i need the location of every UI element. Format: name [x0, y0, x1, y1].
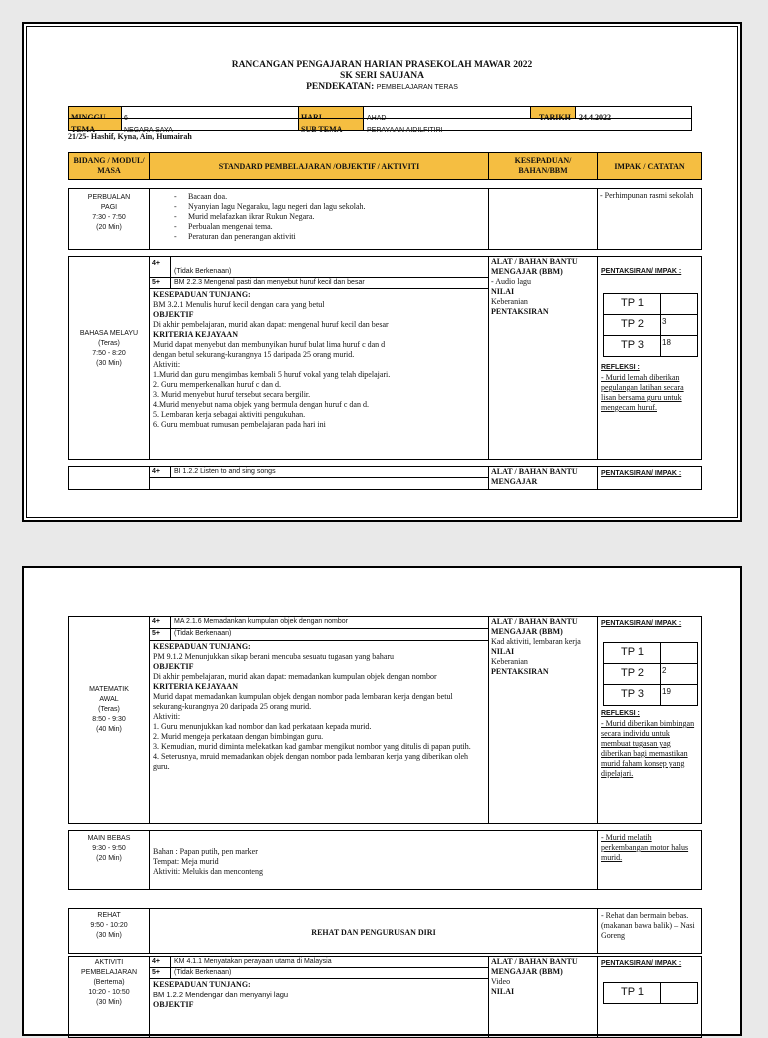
tarikh-label: TARIKH — [530, 106, 576, 119]
tema-value: NEGARA SAYA — [121, 118, 299, 131]
hari-value: AHAD — [363, 106, 531, 119]
bi-level-4-text: BI 1.2.2 Listen to and sing songs — [170, 466, 489, 478]
bm-tp3: TP 3 — [603, 335, 661, 357]
perbualan-module: PERBUALAN PAGI 7:30 - 7:50 (20 Min) — [68, 188, 150, 250]
col-standard: STANDARD PEMBELAJARAN /OBJEKTIF / AKTIVITI — [149, 152, 489, 180]
aktiviti-tp1: TP 1 — [603, 982, 661, 1004]
mate-details: KESEPADUAN TUNJANG: PM 9.1.2 Menunjukkan sikap berani mencuba sesuatu tugasan yang baharu OBJEKTIF Di akhir pembelajaran, murid akan dapat: memadankan kumpulan objek dengan nombor KRITERIA KEJAYAAN Murid dapat memadankan kumpulan objek dengan nombor pada lembaran kerja dengan betul sekurang-kurangnya 20 daripada 25 orang murid. Aktiviti: 1. Guru menunjukkan kad nombor dan kad perkataan kepada murid. 2. Murid mengeja perkataan dengan bimbingan guru. 3. Kemudian, murid diminta melekatkan kad gambar mengikut nombor yang ditulis di papan putih. 4. Seterusnya, mruid memadankan objek dengan nombor pada lembaran kerja yang diberikan oleh guru. — [149, 640, 489, 824]
subtema-label: SUB TEMA — [298, 118, 364, 131]
mate-level-4: 4+ — [149, 616, 171, 629]
mate-tp3: TP 3 — [603, 684, 661, 706]
col-kesepaduan: KESEPADUAN/ BAHAN/BBM — [488, 152, 598, 180]
rehat-impak: - Rehat dan bermain bebas. (makanan bawa balik) – Nasi Goreng — [597, 908, 702, 954]
mate-refleksi-label: REFLEKSI : — [601, 710, 640, 717]
bm-tp1: TP 1 — [603, 293, 661, 315]
bm-level-5: 5+ — [149, 277, 171, 289]
tema-label: TEMA — [68, 118, 122, 131]
subtema-value: PERAYAAN AIDILFITIRI — [363, 118, 692, 131]
perbualan-impak: - Perhimpunan rasmi sekolah — [597, 188, 702, 250]
col-bidang: BIDANG / MODUL/ MASA — [68, 152, 150, 180]
pendekatan-line: PENDEKATAN: PEMBELAJARAN TERAS — [306, 82, 458, 92]
minggu-value: 6 — [121, 106, 299, 119]
aktiviti-level-5-text: (Tidak Berkenaan) — [170, 967, 489, 979]
mate-tp1: TP 1 — [603, 642, 661, 664]
bm-level-5-text: BM 2.2.3 Mengenal pasti dan menyebut huruf kecil dan besar — [170, 277, 489, 289]
bm-tp2: TP 2 — [603, 314, 661, 336]
bm-details: KESEPADUAN TUNJANG: BM 3.2.1 Menulis huruf kecil dengan cara yang betul OBJEKTIF Di akhir pembelajaran, murid akan dapat: mengenal huruf kecil dan besar KRITERIA KEJAYAAN Murid dapat menyebut dan membunyikan huruf bulat lima huruf c dan d dengan betul sekurang-kurangnya 15 daripada 25 orang murid. Aktiviti: 1.Murid dan guru mengimbas kembali 5 huruf vokal yang telah dipelajari. 2. Guru memperkenalkan huruf c dan d. 3. Murid menyebut huruf tersebut secara bergilir. 4.Murid menyebut nama objek yang bermula dengan huruf c dan d. 5. Lembaran kerja sebagai aktiviti pengukuhan. 6. Guru membuat rumusan pembelajaran pada hari ini — [149, 288, 489, 460]
school-name: SK SERI SAUJANA — [340, 71, 424, 81]
mate-module: MATEMATIK AWAL (Teras) 8:50 - 9:30 (40 Min) — [68, 616, 150, 824]
bi-impak: PENTAKSIRAN/ IMPAK : — [597, 466, 702, 490]
bm-tp2-value: 3 — [660, 314, 698, 336]
aktiviti-level-5: 5+ — [149, 967, 171, 979]
aktiviti-module: AKTIVITI PEMBELAJARAN (Bertema) 10:20 - 10:50 (30 Min) — [68, 956, 150, 1038]
document-page-2 — [22, 566, 742, 1036]
mate-tp2: TP 2 — [603, 663, 661, 685]
mate-level-5: 5+ — [149, 628, 171, 641]
mate-kesepaduan: ALAT / BAHAN BANTU MENGAJAR (BBM) Kad aktiviti, lembaran kerja NILAI Keberanian PENTAKSIRAN — [488, 616, 598, 824]
document-title: RANCANGAN PENGAJARAN HARIAN PRASEKOLAH MAWAR 2022 — [231, 60, 533, 70]
aktiviti-kesepaduan: ALAT / BAHAN BANTU MENGAJAR (BBM) Video NILAI — [488, 956, 598, 1038]
perbualan-kesepaduan — [488, 188, 598, 250]
bi-kesepaduan: ALAT / BAHAN BANTU MENGAJAR — [488, 466, 598, 490]
bm-level-4-text: (Tidak Berkenaan) — [170, 256, 489, 278]
mate-impak: PENTAKSIRAN/ IMPAK : TP 1 TP 2 2 TP 3 19 REFLEKSI : - Murid diberikan bimbingan secara individu untuk membuat tugasan yag diberikan bagi memastikan murid faham konsep yang dipelajari. — [597, 616, 702, 824]
bm-tp3-value: 18 — [660, 335, 698, 357]
bi-module — [68, 466, 150, 490]
bm-impak: PENTAKSIRAN/ IMPAK : TP 1 TP 2 3 TP 3 18 REFLEKSI : - Murid lemah diberikan pegulangan latihan secara lisan bersama guru untuk mengecam huruf. — [597, 256, 702, 460]
bi-level-4: 4+ — [149, 466, 171, 478]
main-bebas-details: Bahan : Papan putih, pen marker Tempat: Meja murid Aktiviti: Melukis dan menconteng — [149, 830, 598, 890]
main-bebas-module: MAIN BEBAS 9:30 - 9:50 (20 Min) — [68, 830, 150, 890]
bm-level-4: 4+ — [149, 256, 171, 278]
bm-kesepaduan: ALAT / BAHAN BANTU MENGAJAR (BBM) - Audio lagu NILAI Keberanian PENTAKSIRAN — [488, 256, 598, 460]
rehat-details: REHAT DAN PENGURUSAN DIRI — [149, 908, 598, 954]
attendance-line: 21/25- Hashif, Kyna, Ain, Humairah — [68, 132, 192, 141]
tarikh-value: 24.4.2022 — [575, 106, 692, 119]
aktiviti-details: KESEPADUAN TUNJANG: BM 1.2.2 Mendengar dan menyanyi lagu OBJEKTIF — [149, 978, 489, 1038]
mate-tp3-value: 19 — [660, 684, 698, 706]
perbualan-activities — [149, 188, 489, 250]
document-page-1 — [22, 22, 742, 522]
rehat-module: REHAT 9:50 - 10:20 (30 Min) — [68, 908, 150, 954]
mate-refleksi-text: - Murid diberikan bimbingan secara individu untuk membuat tugasan yag diberikan bagi memastikan murid faham konsep yang dipelajari. — [601, 719, 695, 778]
bm-refleksi-text: - Murid lemah diberikan pegulangan latihan secara lisan bersama guru untuk mengecam huruf. — [601, 373, 684, 412]
mate-tp1-value — [660, 642, 698, 664]
aktiviti-impak: PENTAKSIRAN/ IMPAK : TP 1 — [597, 956, 702, 1038]
bm-module: BAHASA MELAYU (Teras) 7:50 - 8:20 (30 Min) — [68, 256, 150, 460]
perbualan-list: - Bacaan doa. - Nyanyian lagu Negaraku, lagu negeri dan lagu sekolah. - Murid melafazkan ikrar Rukun Negara. - Perbualan mengenai tema. - Peraturan dan penerangan aktiviti — [150, 189, 488, 242]
bm-tp1-value — [660, 293, 698, 315]
aktiviti-level-4-text: KM 4.1.1 Menyatakan perayaan utama di Malaysia — [170, 956, 489, 968]
bm-refleksi-label: REFLEKSI : — [601, 364, 640, 371]
col-impak: IMPAK / CATATAN — [597, 152, 702, 180]
mate-level-5-text: (Tidak Berkenaan) — [170, 628, 489, 641]
mate-tp2-value: 2 — [660, 663, 698, 685]
aktiviti-level-4: 4+ — [149, 956, 171, 968]
aktiviti-tp1-value — [660, 982, 698, 1004]
main-bebas-impak: - Murid melatih perkembangan motor halus murid. — [597, 830, 702, 890]
mate-level-4-text: MA 2.1.6 Memadankan kumpulan objek dengan nombor — [170, 616, 489, 629]
bi-details — [149, 477, 489, 490]
